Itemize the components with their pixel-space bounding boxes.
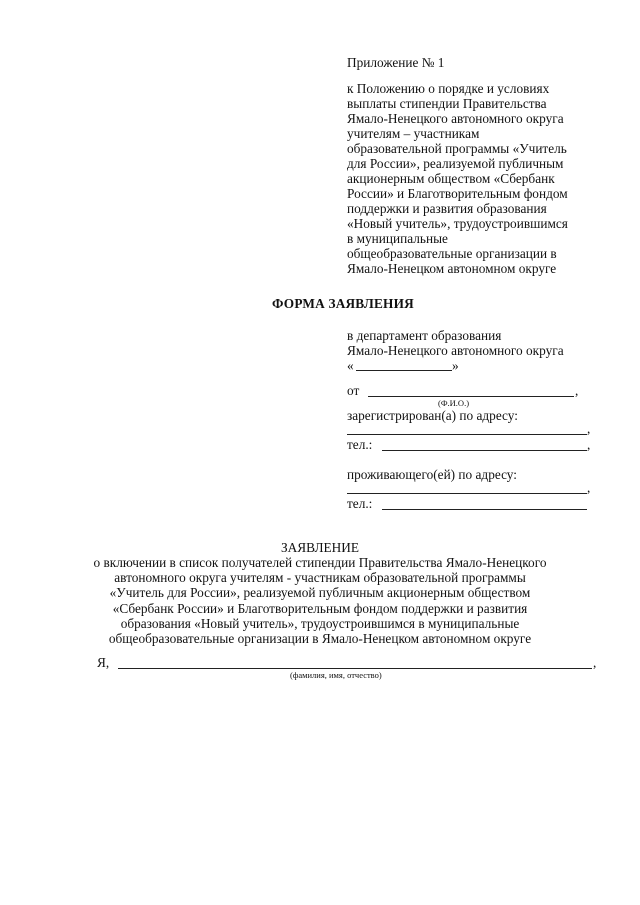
appendix-title: Приложение № 1 [347, 55, 445, 70]
appendix-line: акционерным обществом «Сбербанк [347, 171, 555, 186]
appendix-line: к Положению о порядке и условиях [347, 81, 550, 96]
registered-label: зарегистрирован(а) по адресу: [347, 408, 518, 423]
appendix-line: учителям – участникам [347, 126, 480, 141]
fio-comma: , [575, 383, 579, 398]
form-title: ФОРМА ЗАЯВЛЕНИЯ [272, 296, 414, 311]
statement-line: о включении в список получателей стипендии Правительства Ямало-Ненецкого [93, 555, 547, 570]
appendix-line: поддержки и развития образования [347, 201, 547, 216]
appendix-line: для России», реализуемой публичным [347, 156, 564, 171]
appendix-line: общеобразовательные организации в [347, 246, 557, 261]
statement-line: общеобразовательные организации в Ямало-Ненецком автономном округе [108, 631, 532, 647]
appendix-line: России» и Благотворительным фондом [347, 186, 568, 201]
applicant-name-hint: (фамилия, имя, отчество) [290, 670, 382, 680]
statement-line: «Учитель для России», реализуемой публичным акционерным обществом [109, 585, 531, 601]
director-name-field[interactable] [356, 370, 452, 371]
residing-address-field[interactable] [347, 493, 587, 494]
statement-line: образования «Новый учитель», трудоустроившимся в муниципальные [120, 615, 520, 631]
appendix-line: Ямало-Ненецкого автономного округа [347, 111, 564, 126]
statement-title: ЗАЯВЛЕНИЕ [281, 540, 359, 555]
fio-field[interactable] [368, 396, 574, 397]
statement-line: автономного округа учителям - участникам образовательной программы [114, 570, 526, 586]
applicant-name-field[interactable] [118, 668, 592, 669]
addressee-line-2: Ямало-Ненецкого автономного округа [347, 343, 564, 358]
appendix-text [347, 81, 568, 276]
residing-comma: , [587, 480, 591, 495]
applicant-comma: , [593, 655, 597, 670]
statement-line: «Сбербанк России» и Благотворительным фондом поддержки и развития [112, 600, 528, 616]
addressee-line-1: в департамент образования [347, 328, 502, 343]
appendix-line: Ямало-Ненецком автономном округе [347, 261, 557, 276]
statement-text [0, 555, 640, 646]
registered-phone-comma: , [587, 437, 591, 452]
from-label: от [347, 383, 360, 398]
quote-close: » [452, 358, 459, 373]
registered-comma: , [587, 421, 591, 436]
appendix-line: «Новый учитель», трудоустроившимся [347, 216, 568, 231]
registered-phone-label: тел.: [347, 437, 373, 452]
i-label: Я, [97, 655, 110, 670]
appendix-line: выплаты стипендии Правительства [347, 96, 547, 111]
residing-label: проживающего(ей) по адресу: [347, 467, 517, 482]
fio-hint: (Ф.И.О.) [438, 398, 470, 408]
registered-phone-field[interactable] [382, 450, 587, 451]
quote-open: « [347, 358, 354, 373]
registered-address-field[interactable] [347, 434, 587, 435]
residing-phone-label: тел.: [347, 496, 373, 511]
residing-phone-field[interactable] [382, 509, 587, 510]
appendix-line: в муниципальные [347, 231, 448, 246]
appendix-line: образовательной программы «Учитель [347, 141, 567, 156]
